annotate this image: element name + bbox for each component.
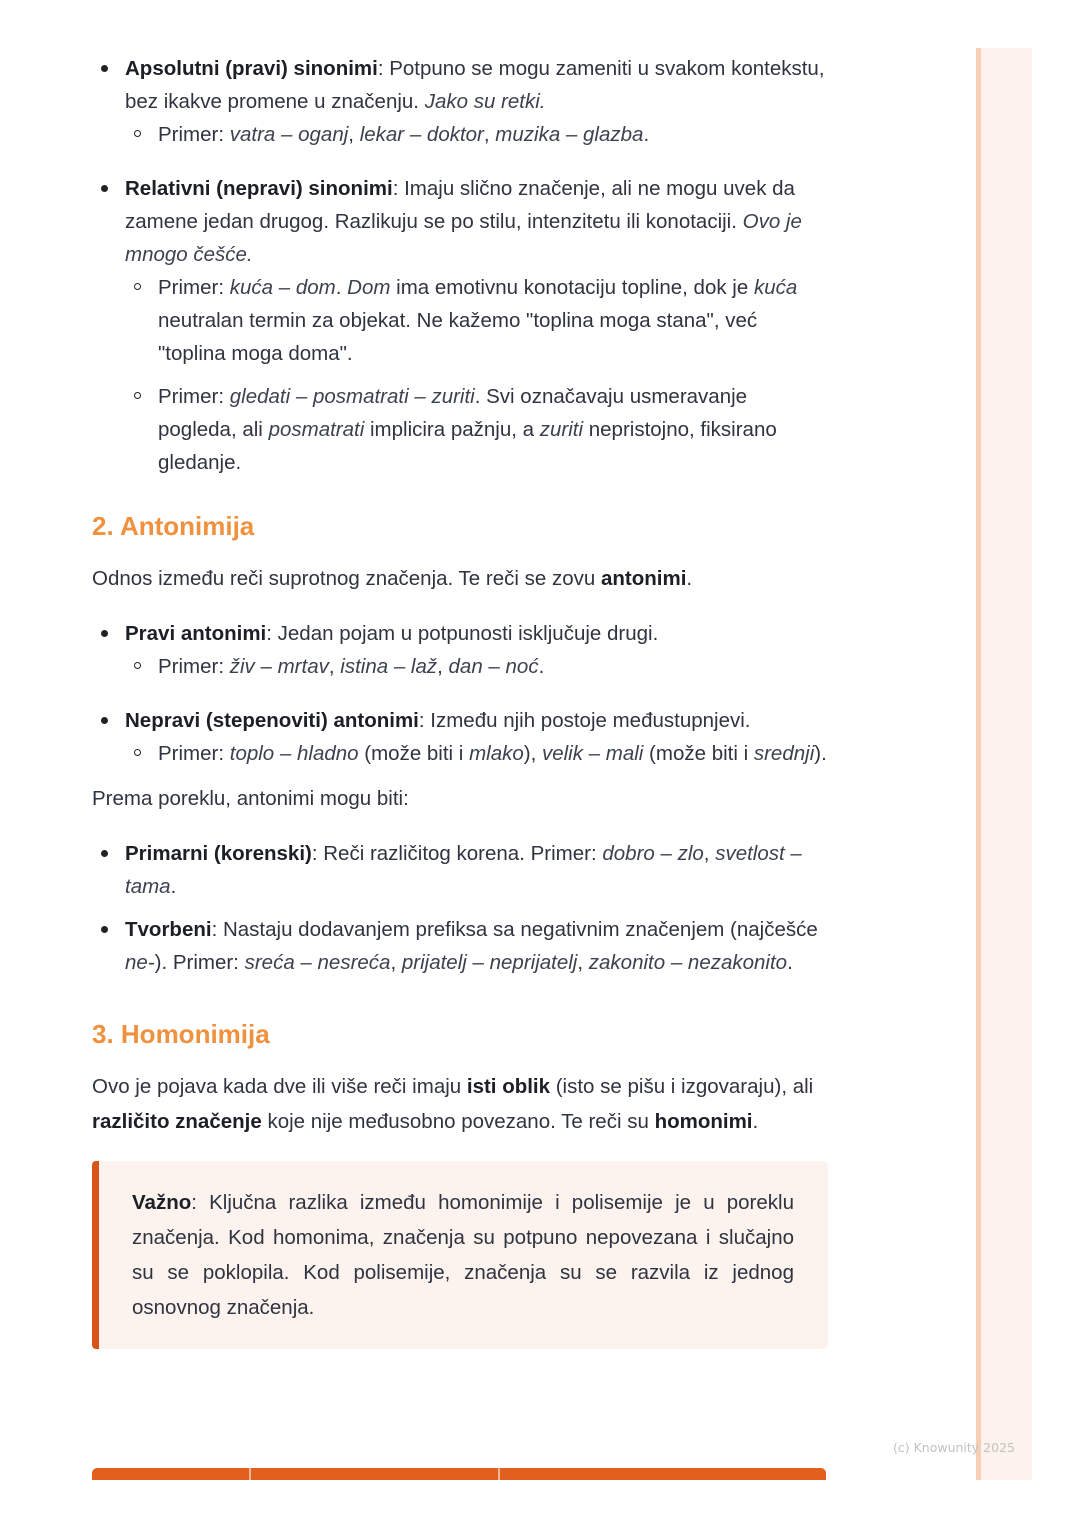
example-item: Primer: toplo – hladno (može biti i mlako), velik – mali (može biti i srednji). bbox=[158, 737, 828, 770]
term-label: Apsolutni (pravi) sinonimi bbox=[125, 57, 378, 80]
note-label: Važno bbox=[132, 1191, 192, 1214]
example-item: Primer: gledati – posmatrati – zuriti. Svi označavaju usmeravanje pogleda, ali posmatrati implicira pažnju, a zuriti nepristojno, fiksirano gledanje. bbox=[158, 380, 828, 479]
section-paragraph: Ovo je pojava kada dve ili više reči imaju isti oblik (isto se pišu i izgovaraju), ali različito značenje koje nije međusobno povezano. Te reči su homonimi. bbox=[92, 1075, 814, 1133]
term-description: : Potpuno se mogu zameniti u svakom kontekstu, bez ikakve promene u značenju. bbox=[125, 57, 825, 113]
list-item-gradable-antonyms bbox=[125, 704, 828, 770]
sidebar-strip bbox=[976, 48, 1032, 1480]
example-list bbox=[125, 650, 828, 683]
term-description: : Imaju slično značenje, ali ne mogu uvek da zamene jedan drugog. Razlikuju se po stilu, intenzitetu ili konotaciji. bbox=[125, 177, 795, 233]
table-column-divider bbox=[498, 1468, 500, 1480]
note-accent-bar bbox=[92, 1161, 99, 1349]
important-note-box bbox=[92, 1161, 828, 1349]
origin-list bbox=[92, 837, 828, 979]
term-description: : Jedan pojam u potpunosti isključuje drugi. bbox=[266, 622, 659, 645]
term-label: Pravi antonimi bbox=[125, 622, 267, 645]
origin-intro: Prema poreklu, antonimi mogu biti: bbox=[92, 787, 409, 810]
table-header-edge bbox=[92, 1468, 826, 1480]
example-list bbox=[125, 118, 828, 151]
list-item-primary-antonyms: Primarni (korenski): Reči različitog korena. Primer: dobro – zlo, svetlost – tama. bbox=[125, 837, 828, 903]
section-heading-homonymy: 3. Homonimija bbox=[92, 1019, 270, 1049]
section-heading-antonymy: 2. Antonimija bbox=[92, 511, 255, 541]
list-item-absolute-synonyms bbox=[125, 52, 828, 151]
example-item: Primer: vatra – oganj, lekar – doktor, muzika – glazba. bbox=[158, 118, 828, 151]
list-item-derived-antonyms: Tvorbeni: Nastaju dodavanjem prefiksa sa negativnim značenjem (najčešće ne-). Primer: sreća – nesreća, prijatelj – neprijatelj, zakonito – nezakonito. bbox=[125, 913, 828, 979]
list-item-relative-synonyms bbox=[125, 172, 828, 479]
list-item-true-antonyms bbox=[125, 617, 828, 683]
term-label: Relativni (nepravi) sinonimi bbox=[125, 177, 393, 200]
synonyms-list bbox=[92, 52, 828, 479]
example-list bbox=[125, 737, 828, 770]
sidebar-accent-line bbox=[976, 48, 981, 1480]
section-intro: Odnos između reči suprotnog značenja. Te reči se zovu antonimi. bbox=[92, 567, 693, 590]
example-list bbox=[125, 271, 828, 479]
note-text: : Ključna razlika između homonimije i polisemije je u poreklu značenja. Kod homonima, značenja su potpuno nepovezana i slučajno su se poklopila. Kod polisemije, značenja su se razvila iz jednog osnovnog značenja. bbox=[132, 1191, 794, 1319]
copyright-footer: (c) Knowunity 2025 bbox=[893, 1440, 1015, 1455]
content-column bbox=[92, 52, 828, 1349]
term-description: : Između njih postoje međustupnjevi. bbox=[418, 709, 751, 732]
example-item: Primer: živ – mrtav, istina – laž, dan – noć. bbox=[158, 650, 828, 683]
example-item: Primer: kuća – dom. Dom ima emotivnu konotaciju topline, dok je kuća neutralan termin za objekat. Ne kažemo "toplina moga stana", već "toplina moga doma". bbox=[158, 271, 828, 370]
antonyms-list bbox=[92, 617, 828, 770]
table-column-divider bbox=[249, 1468, 251, 1480]
term-note: Ovo je mnogo češće. bbox=[125, 210, 802, 266]
term-label: Nepravi (stepenoviti) antonimi bbox=[125, 709, 419, 732]
term-note: Jako su retki. bbox=[424, 90, 546, 113]
